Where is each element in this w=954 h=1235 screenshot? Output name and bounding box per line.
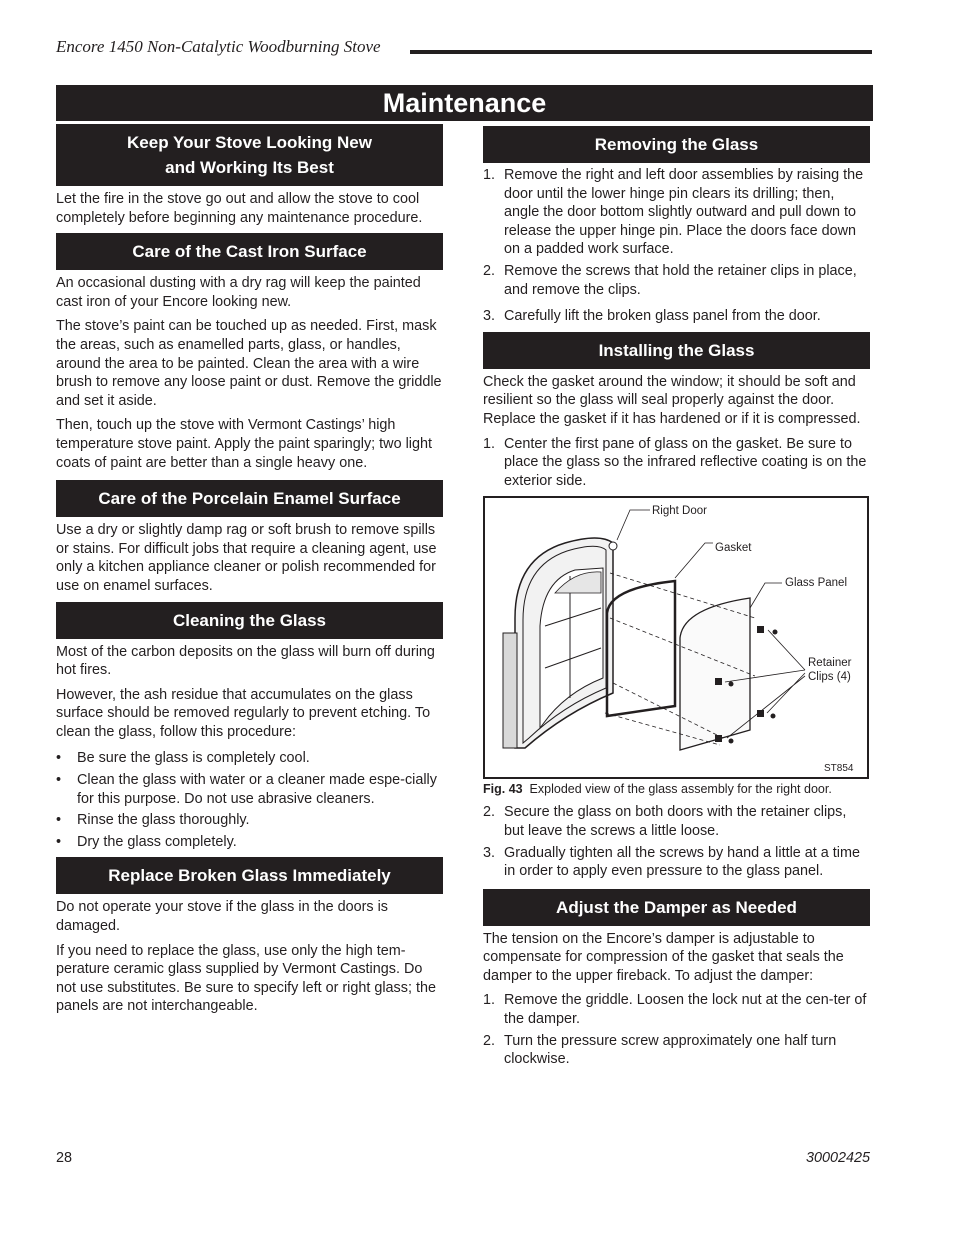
list-item: [483, 844, 870, 881]
section-heading-replace-glass: Replace Broken Glass Immediately: [56, 857, 443, 894]
heading-line-2: and Working Its Best: [165, 158, 334, 177]
paragraph: Use a dry or slightly damp rag or soft brush to remove spills or stains. For difficult jobs that require a cleaning agent, use only a kitchen appliance cleaner or polish recommended for use on enamel surfaces.: [56, 522, 437, 594]
list-item-text: Remove the right and left door assemblies by raising the door until the lower hinge pin clears its drilling; then, angle the door bottom slightly outward and pull down to release the upper hinge pin. Place the doors face down on a padded work surface.: [504, 167, 864, 258]
list-item: [56, 833, 443, 852]
paragraph: Check the gasket around the window; it should be soft and resilient so the glass will seal properly against the door. Replace the gasket if it has hardened or if it is compressed.: [483, 373, 861, 427]
numbered-list: [483, 166, 870, 326]
list-item-text: Carefully lift the broken glass panel from the door.: [504, 308, 821, 325]
section-heading-porcelain: Care of the Porcelain Enamel Surface: [56, 480, 443, 517]
list-number: 2.: [483, 1032, 496, 1049]
paragraph: However, the ash residue that accumulates on the glass surface should be removed regularly to prevent etching. To clean the glass, follow this procedure:: [56, 686, 431, 740]
list-item: [483, 262, 870, 299]
header-rule: [410, 50, 872, 54]
numbered-list: [483, 991, 870, 1068]
list-item-text: Dry the glass completely.: [77, 833, 237, 850]
list-item: [483, 803, 870, 840]
list-item-text: Be sure the glass is completely cool.: [77, 750, 310, 767]
list-item: [483, 166, 870, 259]
list-item-text: Turn the pressure screw approximately one half turn clockwise.: [504, 1032, 837, 1068]
bullet-list: [56, 749, 443, 851]
numbered-list: [483, 435, 870, 491]
caption-text: Exploded view of the glass assembly for the right door.: [529, 782, 832, 797]
section-heading-keep-stove: [56, 124, 443, 186]
label-retainer: Retainer: [808, 657, 852, 670]
list-item: [483, 991, 870, 1028]
paragraph: The stove’s paint can be touched up as needed. First, mask the areas, such as enamelled parts, glass, or handles, around the area to be painted. Clean the area with a wire brush to remove any loose paint or dust. Remove the griddle and set it aside.: [56, 318, 442, 409]
paragraph: If you need to replace the glass, use only the high tem-perature ceramic glass supplied by Vermont Castings. Do not use substitutes. Be sure to specify left or right glass; the panels are not interchangeable.: [56, 942, 436, 1015]
list-number: 1.: [483, 992, 496, 1009]
page-title: Maintenance: [56, 85, 873, 121]
list-item: [483, 435, 870, 491]
label-glass-panel: Glass Panel: [785, 577, 848, 590]
list-number: 1.: [483, 435, 496, 452]
list-item-text: Gradually tighten all the screws by hand a little at a time in order to apply even pressure to the glass panel.: [504, 844, 860, 880]
list-item: [56, 811, 443, 830]
label-clips: Clips (4): [808, 671, 851, 684]
figure-caption: [483, 782, 870, 797]
numbered-list: [483, 803, 870, 880]
list-item-text: Remove the screws that hold the retainer clips in place, and remove the clips.: [504, 262, 857, 298]
figure-glass-assembly: [483, 496, 869, 779]
paragraph: An occasional dusting with a dry rag will keep the painted cast iron of your Encore looking new.: [56, 275, 421, 310]
section-heading-adjust-damper: Adjust the Damper as Needed: [483, 889, 870, 926]
left-column: [56, 124, 443, 1022]
label-right-door: Right Door: [652, 505, 707, 518]
figure-number: Fig. 43: [483, 782, 523, 797]
list-item-text: Secure the glass on both doors with the retainer clips, but leave the screws a little loose.: [504, 804, 847, 839]
list-item: [483, 307, 870, 326]
paragraph: Let the fire in the stove go out and allow the stove to cool completely before beginning any maintenance procedure.: [56, 191, 423, 226]
list-item-text: Rinse the glass thoroughly.: [77, 812, 250, 829]
bullet-marker: •: [56, 833, 62, 850]
figure-code: ST854: [824, 763, 854, 775]
list-item-text: Remove the griddle. Loosen the lock nut at the cen-ter of the damper.: [504, 992, 867, 1028]
paragraph: Do not operate your stove if the glass in the doors is damaged.: [56, 899, 388, 935]
list-number: 1.: [483, 167, 496, 183]
right-column: [483, 126, 870, 1075]
list-number: 3.: [483, 308, 496, 325]
section-heading-installing-glass: Installing the Glass: [483, 332, 870, 369]
page-number: 28: [56, 1150, 73, 1166]
list-item: [56, 771, 443, 808]
list-number: 3.: [483, 844, 496, 861]
running-header: Encore 1450 Non-Catalytic Woodburning Stove: [56, 37, 381, 56]
bullet-marker: •: [56, 812, 62, 829]
paragraph: Then, touch up the stove with Vermont Castings’ high temperature stove paint. Apply the paint sparingly; two light coats of paint are better than a single heavy one.: [56, 417, 432, 471]
heading-line-1: Keep Your Stove Looking New: [127, 133, 372, 152]
exploded-view-illustration: [485, 498, 867, 777]
list-item-text: Clean the glass with water or a cleaner made espe-cially for this purpose. Do not use abrasive cleaners.: [77, 772, 437, 807]
bullet-marker: •: [56, 772, 62, 789]
list-number: 2.: [483, 804, 496, 821]
paragraph: The tension on the Encore’s damper is adjustable to compensate for compression of the gasket that seals the damper to the upper fireback. To adjust the damper:: [483, 930, 844, 984]
section-heading-cleaning-glass: Cleaning the Glass: [56, 602, 443, 639]
list-item: [56, 749, 443, 768]
list-number: 2.: [483, 262, 496, 279]
label-gasket: Gasket: [715, 542, 752, 555]
document-number: 30002425: [805, 1150, 870, 1166]
list-item-text: Center the first pane of glass on the gasket. Be sure to place the glass so the infrared reflective coating is on the exterior side.: [504, 435, 867, 489]
paragraph: Most of the carbon deposits on the glass will burn off during hot fires.: [56, 643, 435, 679]
section-heading-removing-glass: Removing the Glass: [483, 126, 870, 163]
bullet-marker: •: [56, 750, 62, 767]
section-heading-cast-iron: Care of the Cast Iron Surface: [56, 233, 443, 270]
list-item: [483, 1032, 870, 1069]
